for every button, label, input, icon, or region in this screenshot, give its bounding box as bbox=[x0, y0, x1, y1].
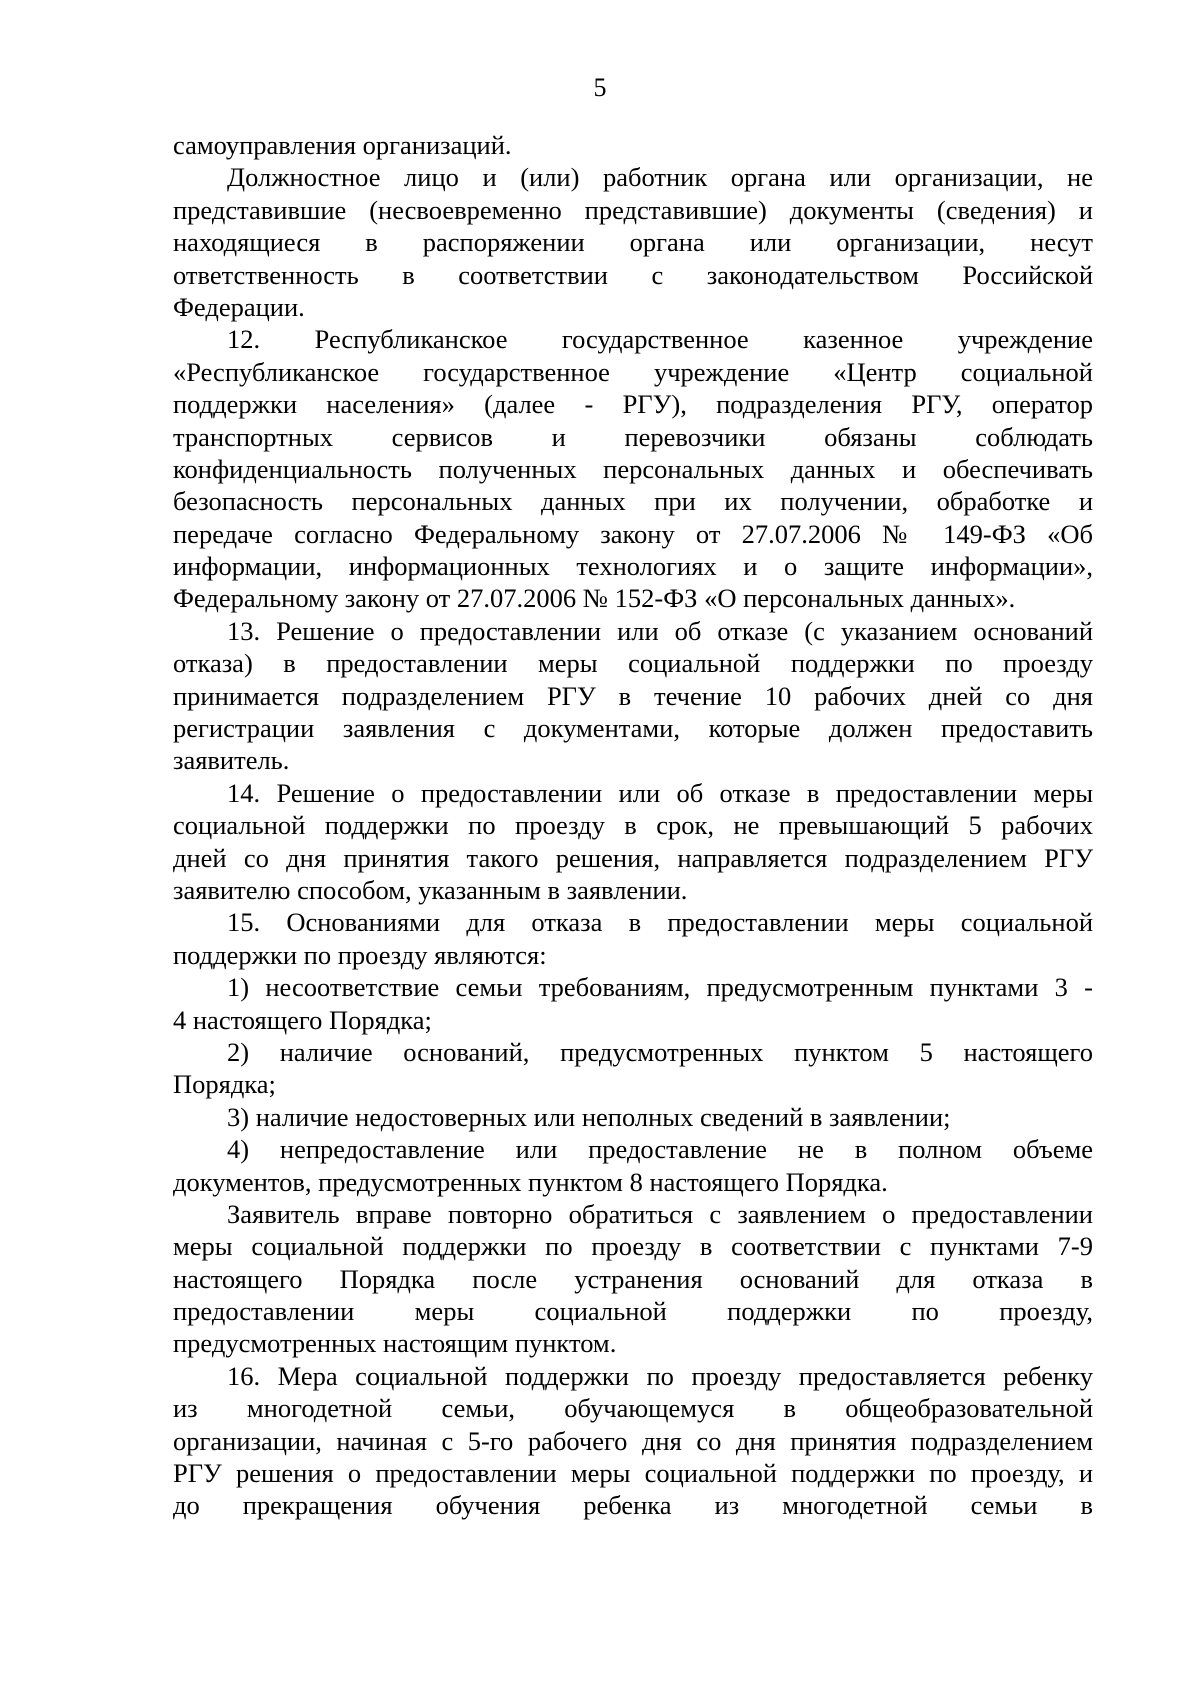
text-line: документов, предусмотренных пунктом 8 настоящего Порядка. bbox=[173, 1166, 888, 1197]
page-number: 5 bbox=[593, 73, 607, 102]
text-line: принимается подразделением РГУ в течение 10 рабочих дней со дня bbox=[173, 680, 1093, 711]
text-line: РГУ решения о предоставлении меры социальной поддержки по проезду, и bbox=[173, 1458, 1093, 1489]
text-line: поддержки по проезду являются: bbox=[173, 939, 547, 970]
text-line: 4) непредоставление или предоставление не в полном объеме bbox=[227, 1134, 1093, 1165]
text-line: Должностное лицо и (или) работник органа или организации, не bbox=[227, 162, 1093, 193]
text-line: поддержки населения» (далее - РГУ), подразделения РГУ, оператор bbox=[173, 389, 1093, 420]
text-line: предусмотренных настоящим пунктом. bbox=[173, 1328, 617, 1359]
text-line: Федерации. bbox=[173, 291, 305, 322]
text-line: заявителю способом, указанным в заявлении. bbox=[173, 874, 688, 905]
text-line: передаче согласно Федеральному закону от 27.07.2006 № 149-ФЗ «Об bbox=[173, 518, 1093, 549]
text-line: ответственность в соответствии с законодательством Российской bbox=[173, 259, 1093, 290]
text-line: Порядка; bbox=[173, 1069, 276, 1100]
text-line: транспортных сервисов и перевозчики обязаны соблюдать bbox=[173, 421, 1093, 452]
text-line: 13. Решение о предоставлении или об отказе (с указанием оснований bbox=[227, 615, 1093, 646]
text-line: находящиеся в распоряжении органа или организации, несут bbox=[173, 227, 1093, 258]
text-line: «Республиканское государственное учреждение «Центр социальной bbox=[173, 356, 1093, 387]
text-line: Заявитель вправе повторно обратиться с заявлением о предоставлении bbox=[227, 1198, 1093, 1229]
text-line: 2) наличие оснований, предусмотренных пунктом 5 настоящего bbox=[227, 1036, 1093, 1067]
text-line: из многодетной семьи, обучающемуся в общеобразовательной bbox=[173, 1393, 1093, 1424]
text-line: 3) наличие недостоверных или неполных сведений в заявлении; bbox=[227, 1101, 951, 1132]
text-line: социальной поддержки по проезду в срок, не превышающий 5 рабочих bbox=[173, 810, 1093, 841]
text-line: регистрации заявления с документами, которые должен предоставить bbox=[173, 713, 1093, 744]
document-body bbox=[173, 129, 1093, 1522]
text-line: настоящего Порядка после устранения оснований для отказа в bbox=[173, 1263, 1093, 1294]
text-line: 15. Основаниями для отказа в предоставлении меры социальной bbox=[227, 907, 1093, 938]
text-line: меры социальной поддержки по проезду в соответствии с пунктами 7-9 bbox=[173, 1231, 1093, 1262]
text-line: организации, начиная с 5-го рабочего дня со дня принятия подразделением bbox=[173, 1425, 1093, 1456]
text-line: самоуправления организаций. bbox=[173, 130, 512, 160]
text-line: Федеральному закону от 27.07.2006 № 152-ФЗ «О персональных данных». bbox=[173, 583, 1016, 614]
text-line: 4 настоящего Порядка; bbox=[173, 1004, 432, 1035]
text-line: 12. Республиканское государственное казенное учреждение bbox=[227, 324, 1093, 355]
text-line: 16. Мера социальной поддержки по проезду предоставляется ребенку bbox=[227, 1360, 1093, 1391]
text-line: предоставлении меры социальной поддержки по проезду, bbox=[173, 1296, 1093, 1327]
text-line: 14. Решение о предоставлении или об отказе в предоставлении меры bbox=[227, 777, 1093, 808]
text-line: 1) несоответствие семьи требованиям, предусмотренным пунктами 3 - bbox=[227, 972, 1093, 1003]
text-line: безопасность персональных данных при их получении, обработке и bbox=[173, 486, 1093, 517]
text-line: информации, информационных технологиях и о защите информации», bbox=[173, 551, 1093, 582]
text-line: дней со дня принятия такого решения, направляется подразделением РГУ bbox=[173, 842, 1093, 873]
text-line: представившие (несвоевременно представившие) документы (сведения) и bbox=[173, 194, 1093, 225]
text-line: до прекращения обучения ребенка из многодетной семьи в bbox=[173, 1490, 1093, 1521]
text-line: конфиденциальность полученных персональных данных и обеспечивать bbox=[173, 453, 1093, 484]
text-line: заявитель. bbox=[173, 745, 290, 776]
text-line: отказа) в предоставлении меры социальной поддержки по проезду bbox=[173, 648, 1093, 679]
